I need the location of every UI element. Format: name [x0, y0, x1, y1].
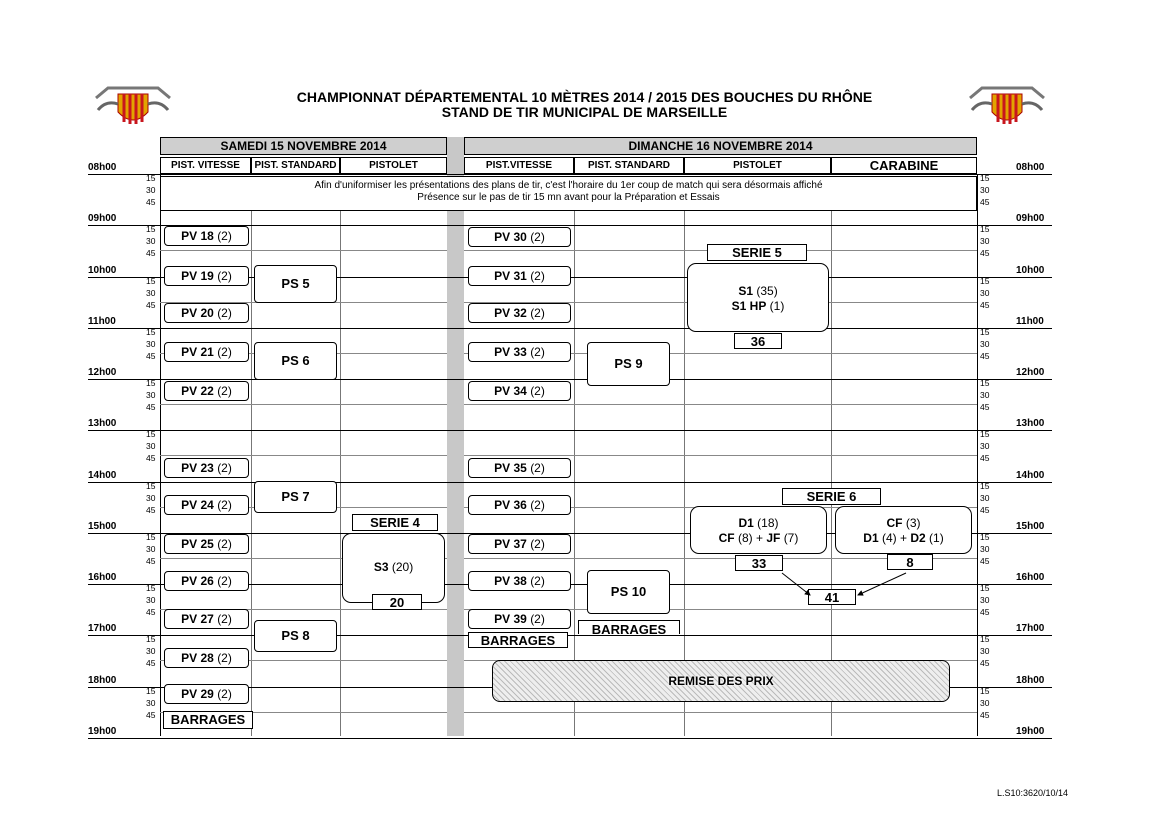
minute-label-right: 15 — [980, 275, 990, 286]
pv-name: PV 28 — [181, 651, 214, 665]
minute-label-left: 15 — [146, 685, 156, 696]
pv-name: PV 30 — [494, 230, 527, 244]
hour-line — [88, 328, 1052, 329]
serie6-b-l2-n2: D2 — [910, 531, 926, 545]
col-header-sun-p: PISTOLET — [684, 157, 831, 174]
minute-label-left: 45 — [146, 197, 156, 207]
pv-count: (2) — [217, 612, 232, 626]
session-box-pv — [468, 458, 571, 478]
col-header-sun-ps: PIST. STANDARD — [574, 157, 684, 174]
hour-label-left: 18h00 — [88, 674, 117, 686]
pv-name: PV 24 — [181, 498, 214, 512]
hour-label-right: 12h00 — [1016, 367, 1045, 379]
serie6-b-l1-count: (3) — [905, 516, 921, 530]
hour-label-right: 10h00 — [1016, 264, 1045, 276]
serie4-name: S3 — [373, 560, 389, 574]
pv-name: PV 39 — [494, 612, 527, 626]
half-hour-line — [160, 250, 447, 251]
session-box-pv — [468, 609, 571, 629]
notice — [160, 176, 977, 211]
minute-label-left: 45 — [146, 299, 156, 310]
minute-label-right: 30 — [980, 441, 990, 452]
pv-count: (2) — [217, 498, 232, 512]
pv-name: PV 25 — [181, 537, 214, 551]
pv-count: (2) — [217, 306, 232, 320]
hour-label-right: 19h00 — [1016, 725, 1045, 737]
minute-label-right: 30 — [980, 697, 990, 708]
col-header-sat-pv: PIST. VITESSE — [160, 157, 251, 174]
minute-label-right: 30 — [980, 287, 990, 298]
minute-label-left: 30 — [146, 287, 156, 298]
grid-line — [831, 211, 832, 736]
pv-count: (2) — [530, 461, 545, 475]
minute-label-right: 15 — [980, 634, 990, 645]
serie6-a-total: 33 — [735, 555, 783, 571]
pv-count: (2) — [217, 461, 232, 475]
minute-label-right: 30 — [980, 646, 990, 657]
pv-name: PV 29 — [181, 687, 214, 701]
pv-count: (2) — [530, 498, 545, 512]
footer-reference: L.S10:3620/10/14 — [997, 788, 1069, 798]
pv-count: (2) — [530, 345, 545, 359]
minute-label-left: 30 — [146, 185, 156, 195]
serie6-a-l2-c2: (7) — [783, 531, 799, 545]
half-hour-line — [464, 455, 977, 456]
minute-label-right: 15 — [980, 480, 990, 491]
minute-label-left: 15 — [146, 429, 156, 440]
minute-label-right: 45 — [980, 299, 990, 310]
minute-label-right: 45 — [980, 350, 990, 361]
session-box-pv — [164, 266, 249, 286]
serie6-a-line2 — [691, 531, 826, 546]
minute-label-left: 15 — [146, 634, 156, 645]
minute-label-left: 30 — [146, 441, 156, 452]
serie6-b-l2-c1: (4) + — [881, 531, 907, 545]
hour-label-left: 12h00 — [88, 367, 117, 379]
minute-label-left: 15 — [146, 531, 156, 542]
pv-count: (2) — [217, 537, 232, 551]
minute-label-right: 15 — [980, 531, 990, 542]
half-hour-line — [464, 404, 977, 405]
hour-label-right: 14h00 — [1016, 469, 1045, 481]
pv-count: (2) — [217, 384, 232, 398]
grid-line — [574, 211, 575, 736]
minute-label-right: 15 — [980, 224, 990, 235]
session-box-serie4 — [342, 533, 445, 603]
session-box-pv — [164, 458, 249, 478]
pv-count: (2) — [217, 345, 232, 359]
pv-count: (2) — [217, 687, 232, 701]
session-box-ps: PS 9 — [587, 342, 670, 386]
minute-label-left: 30 — [146, 236, 156, 247]
pv-name: PV 23 — [181, 461, 214, 475]
session-box-pv — [468, 227, 571, 247]
hour-label-right: 13h00 — [1016, 418, 1045, 430]
serie6-b-l2-n1: D1 — [863, 531, 879, 545]
barrages-label-sat: BARRAGES — [163, 711, 253, 729]
hour-label-right: 11h00 — [1016, 315, 1044, 327]
pv-name: PV 18 — [181, 229, 214, 243]
serie6-b-l2-c2: (1) — [929, 531, 944, 545]
barrages-label-sun-ps: BARRAGES — [578, 620, 680, 634]
pv-name: PV 27 — [181, 612, 214, 626]
minute-label-right: 45 — [980, 709, 990, 720]
serie4-count: (20) — [391, 560, 414, 574]
serie5-l2-count: (1) — [769, 299, 785, 313]
minute-label-left: 45 — [146, 658, 156, 669]
minute-label-left: 45 — [146, 453, 156, 464]
minute-label-right: 30 — [980, 390, 990, 401]
minute-label-right: 15 — [980, 378, 990, 389]
serie6-a-l1-name: D1 — [738, 516, 754, 530]
minute-label-right: 15 — [980, 173, 990, 183]
session-box-serie6-a — [690, 506, 827, 554]
session-box-serie6-b — [835, 506, 972, 554]
pv-count: (2) — [530, 306, 545, 320]
hour-label-left: 14h00 — [88, 469, 117, 481]
serie6-b-total: 8 — [887, 554, 933, 570]
session-box-pv — [164, 342, 249, 362]
notice-line2: Présence sur le pas de tir 15 mn avant pour la Préparation et Essais — [417, 192, 720, 203]
hour-label-left: 10h00 — [88, 264, 117, 276]
pv-count: (2) — [217, 229, 232, 243]
col-header-sat-p: PISTOLET — [340, 157, 447, 174]
minute-label-right: 45 — [980, 658, 990, 669]
page-subtitle: STAND DE TIR MUNICIPAL DE MARSEILLE — [441, 104, 728, 120]
pv-name: PV 21 — [181, 345, 214, 359]
minute-label-right: 45 — [980, 555, 990, 566]
pv-name: PV 31 — [494, 269, 527, 283]
minute-label-right: 30 — [980, 492, 990, 503]
remise-des-prix — [492, 660, 950, 702]
minute-label-left: 45 — [146, 248, 156, 259]
serie6-label: SERIE 6 — [782, 488, 881, 505]
serie6-b-line1 — [836, 516, 971, 531]
minute-label-left: 30 — [146, 646, 156, 657]
session-box-pv — [468, 495, 571, 515]
pv-name: PV 32 — [494, 306, 527, 320]
day-header-sunday: DIMANCHE 16 NOVEMBRE 2014 — [464, 137, 977, 155]
grid-line — [977, 174, 978, 736]
serie6-a-l2-n1: CF — [718, 531, 735, 545]
notice-line1: Afin d'uniformiser les présentations des plans de tir, c'est l'horaire du 1er coup de match qui sera désormais affiché — [314, 180, 823, 191]
serie6-b-line2 — [836, 531, 971, 546]
pv-name: PV 33 — [494, 345, 527, 359]
pv-name: PV 22 — [181, 384, 214, 398]
serie6-a-l1-count: (18) — [757, 516, 779, 530]
pv-name: PV 20 — [181, 306, 214, 320]
hour-line — [88, 379, 1052, 380]
minute-label-left: 30 — [146, 338, 156, 349]
hour-label-left: 16h00 — [88, 572, 117, 584]
pv-count: (2) — [530, 230, 545, 244]
serie5-label: SERIE 5 — [707, 244, 807, 261]
session-box-pv — [164, 648, 249, 668]
half-hour-line — [464, 712, 977, 713]
minute-label-right: 15 — [980, 326, 990, 337]
hour-label-right: 16h00 — [1016, 572, 1045, 584]
session-box-pv — [164, 495, 249, 515]
hour-line — [88, 738, 1052, 739]
serie6-a-line1 — [691, 516, 826, 531]
pv-name: PV 26 — [181, 574, 214, 588]
remise-label: REMISE DES PRIX — [668, 674, 774, 688]
col-header-sun-c: CARABINE — [831, 157, 977, 174]
pv-count: (2) — [217, 651, 232, 665]
minute-label-right: 15 — [980, 429, 990, 440]
pv-count: (2) — [530, 537, 545, 551]
session-box-ps: PS 6 — [254, 342, 337, 380]
session-box-pv — [468, 303, 571, 323]
grid-line — [251, 211, 252, 736]
page-title: CHAMPIONNAT DÉPARTEMENTAL 10 MÈTRES 2014 / 2015 DES BOUCHES DU RHÔNE — [296, 89, 873, 105]
pv-name: PV 38 — [494, 574, 527, 588]
minute-label-right: 15 — [980, 685, 990, 696]
minute-label-left: 45 — [146, 504, 156, 515]
serie5-line1 — [688, 284, 828, 299]
minute-label-left: 15 — [146, 275, 156, 286]
session-box-pv — [164, 303, 249, 323]
session-box-pv — [468, 571, 571, 591]
hour-line — [88, 430, 1052, 431]
minute-label-left: 30 — [146, 595, 156, 606]
minute-label-right: 30 — [980, 236, 990, 247]
minute-label-right: 45 — [980, 197, 990, 207]
pv-count: (2) — [530, 269, 545, 283]
day-separator — [447, 137, 464, 736]
serie5-l1-count: (35) — [756, 284, 778, 298]
minute-label-right: 45 — [980, 504, 990, 515]
session-box-pv — [164, 684, 249, 704]
pv-name: PV 36 — [494, 498, 527, 512]
session-box-pv — [164, 534, 249, 554]
arrows-icon — [760, 568, 920, 600]
session-box-ps: PS 7 — [254, 481, 337, 513]
grid-line — [340, 211, 341, 736]
col-header-sat-ps: PIST. STANDARD — [251, 157, 340, 174]
hour-line — [88, 635, 1052, 636]
minute-label-left: 15 — [146, 326, 156, 337]
hour-label-left: 19h00 — [88, 725, 117, 737]
minute-label-left: 30 — [146, 697, 156, 708]
hour-label-left: 17h00 — [88, 623, 117, 635]
session-box-pv — [164, 609, 249, 629]
col-header-sun-pv: PIST.VITESSE — [464, 157, 574, 174]
half-hour-line — [160, 455, 447, 456]
serie6-a-l2-n2: JF — [766, 531, 781, 545]
pv-name: PV 37 — [494, 537, 527, 551]
minute-label-left: 45 — [146, 709, 156, 720]
minute-label-left: 30 — [146, 543, 156, 554]
hour-label-right: 09h00 — [1016, 213, 1045, 225]
session-box-ps: PS 8 — [254, 620, 337, 652]
pv-name: PV 35 — [494, 461, 527, 475]
hour-label-left: 09h00 — [88, 213, 117, 225]
minute-label-right: 30 — [980, 543, 990, 554]
minute-label-right: 45 — [980, 453, 990, 464]
hour-label-right: 18h00 — [1016, 674, 1045, 686]
minute-label-right: 30 — [980, 595, 990, 606]
session-box-pv — [164, 381, 249, 401]
serie5-l2-name: S1 HP — [731, 299, 767, 313]
session-box-pv — [468, 381, 571, 401]
hour-label-left: 11h00 — [88, 315, 116, 327]
serie5-total: 36 — [734, 333, 782, 349]
day-header-saturday: SAMEDI 15 NOVEMBRE 2014 — [160, 137, 447, 155]
pv-count: (2) — [530, 612, 545, 626]
session-box-ps: PS 5 — [254, 265, 337, 303]
pv-count: (2) — [530, 574, 545, 588]
hour-line — [88, 174, 1052, 175]
session-box-pv — [164, 571, 249, 591]
hour-label-right: 15h00 — [1016, 520, 1045, 532]
pv-count: (2) — [530, 384, 545, 398]
minute-label-left: 15 — [146, 378, 156, 389]
pv-count: (2) — [217, 269, 232, 283]
minute-label-left: 15 — [146, 173, 156, 183]
minute-label-right: 30 — [980, 338, 990, 349]
minute-label-left: 45 — [146, 402, 156, 413]
minute-label-right: 45 — [980, 248, 990, 259]
hour-label-left: 13h00 — [88, 418, 117, 430]
session-box-ps: PS 10 — [587, 570, 670, 614]
serie6-grand-total: 41 — [808, 589, 856, 605]
serie6-a-l2-c1: (8) + — [737, 531, 763, 545]
minute-label-left: 15 — [146, 224, 156, 235]
session-box-pv — [468, 534, 571, 554]
session-box-serie5 — [687, 263, 829, 332]
grid-line — [684, 211, 685, 736]
pv-name: PV 19 — [181, 269, 214, 283]
session-box-pv — [468, 266, 571, 286]
hour-label-right: 17h00 — [1016, 623, 1045, 635]
serie5-line2 — [688, 299, 828, 314]
minute-label-right: 15 — [980, 583, 990, 594]
session-box-pv — [468, 342, 571, 362]
minute-label-right: 45 — [980, 402, 990, 413]
hour-label-right: 08h00 — [1016, 162, 1045, 173]
hour-label-left: 08h00 — [88, 162, 117, 173]
pv-name: PV 34 — [494, 384, 527, 398]
minute-label-right: 45 — [980, 607, 990, 618]
pv-count: (2) — [217, 574, 232, 588]
serie6-b-l1-name: CF — [886, 516, 903, 530]
minute-label-left: 15 — [146, 583, 156, 594]
minute-label-left: 45 — [146, 555, 156, 566]
serie4-total: 20 — [372, 594, 422, 610]
hour-label-left: 15h00 — [88, 520, 117, 532]
minute-label-left: 30 — [146, 492, 156, 503]
minute-label-left: 30 — [146, 390, 156, 401]
half-hour-line — [160, 404, 447, 405]
minute-label-right: 30 — [980, 185, 990, 195]
minute-label-left: 45 — [146, 607, 156, 618]
serie4-label: SERIE 4 — [352, 514, 438, 531]
session-box-pv — [164, 226, 249, 246]
hour-line — [88, 482, 1052, 483]
barrages-label-sun-pv: BARRAGES — [468, 632, 568, 648]
minute-label-left: 15 — [146, 480, 156, 491]
serie5-l1-name: S1 — [738, 284, 753, 298]
minute-label-left: 45 — [146, 350, 156, 361]
